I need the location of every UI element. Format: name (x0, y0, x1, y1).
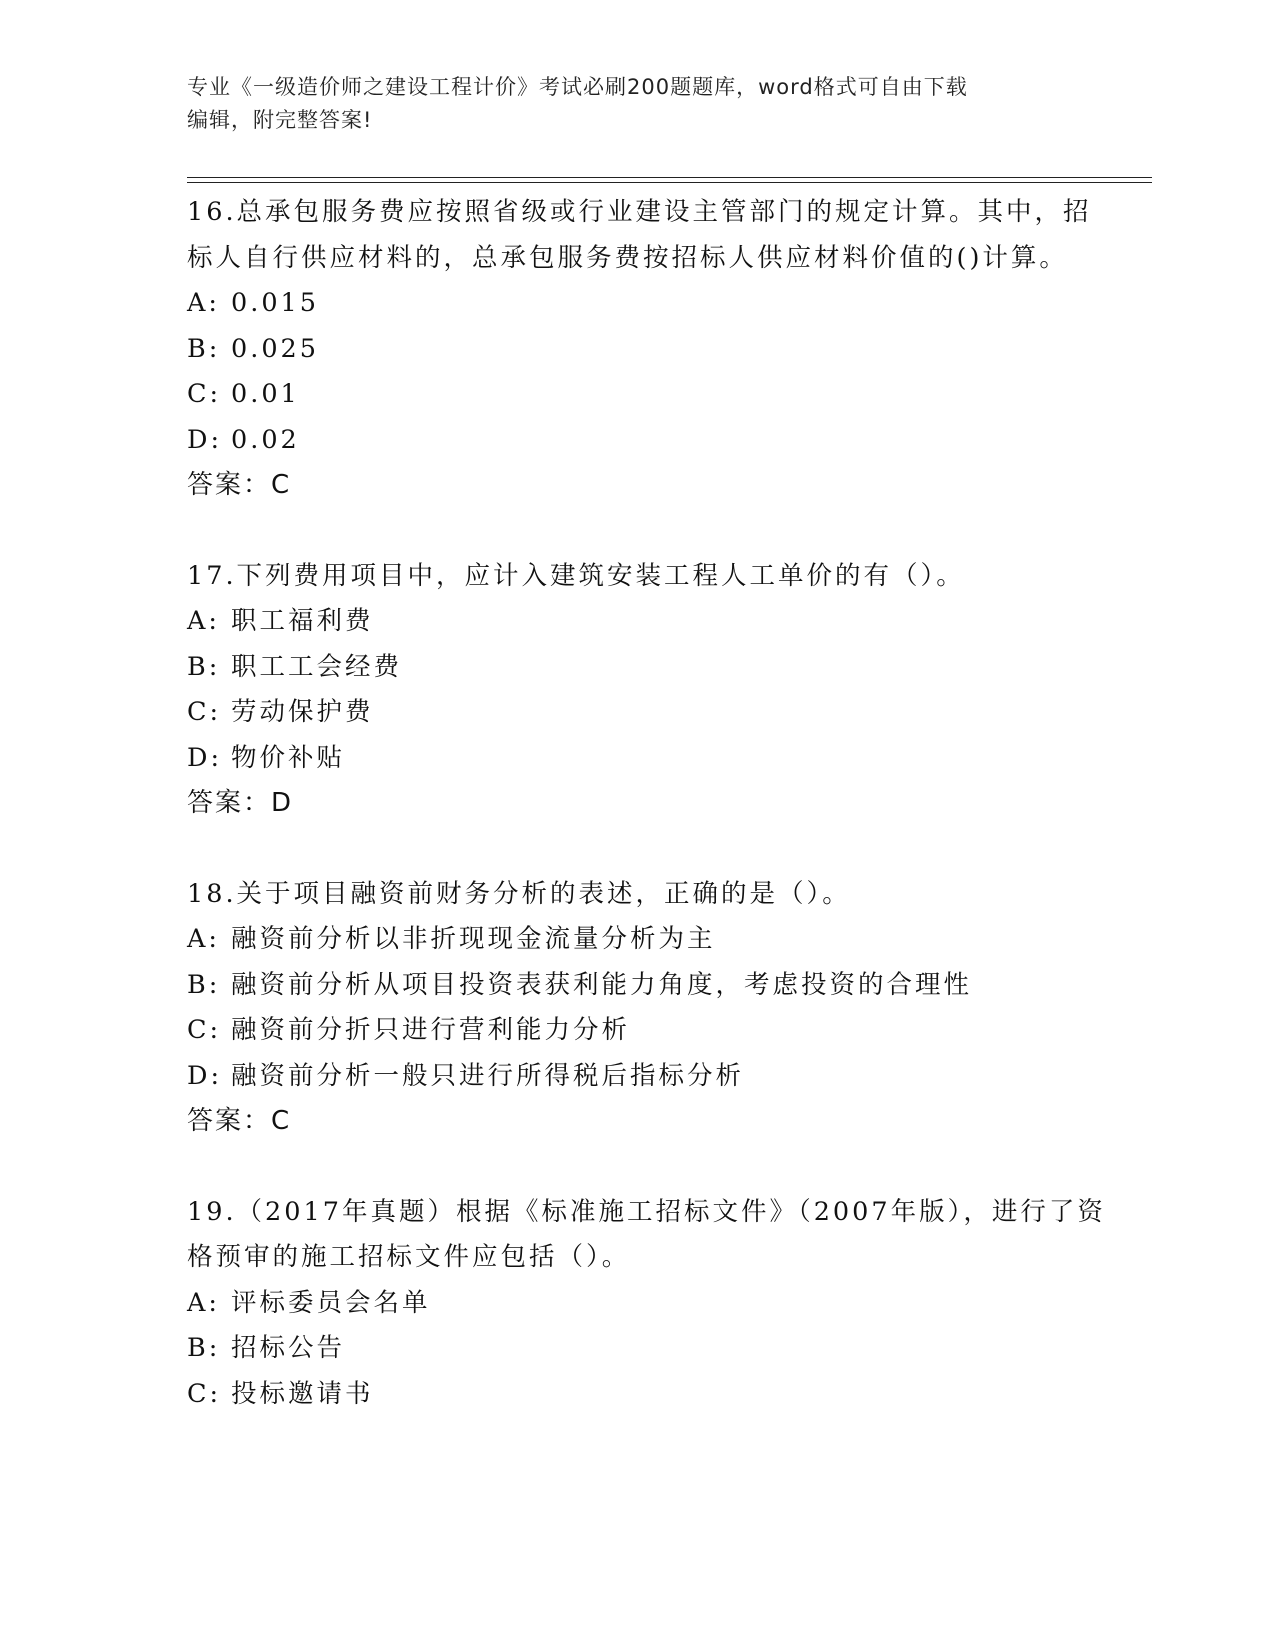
question-17 (187, 554, 1107, 827)
option-c (187, 690, 1107, 736)
question-text: 16.总承包服务费应按照省级或行业建设主管部门的规定计算。其中，招标人自行供应材料的，总承包服务费按招标人供应材料价值的()计算。 (187, 197, 1092, 273)
header-divider-bottom (187, 182, 1152, 183)
option-letter: A: (187, 924, 221, 954)
question-16 (187, 190, 1107, 509)
option-b (187, 327, 1107, 373)
option-letter: B: (187, 1333, 221, 1363)
option-letter: A: (187, 288, 221, 318)
option-c (187, 1372, 1107, 1418)
question-19 (187, 1190, 1107, 1418)
option-a (187, 599, 1107, 645)
option-letter: C: (187, 1015, 222, 1045)
option-c (187, 372, 1107, 418)
option-text: 投标邀请书 (231, 1378, 374, 1409)
option-text: 融资前分析以非折现现金流量分析为主 (231, 924, 716, 954)
option-text: 劳动保护费 (231, 697, 374, 727)
option-text: 0.02 (231, 424, 300, 455)
answer-line: 答案：C (187, 1106, 292, 1136)
header-line-2: 编辑，附完整答案! (187, 108, 373, 132)
option-letter: B: (187, 969, 221, 1000)
option-b (187, 963, 1107, 1009)
question-text: 19.（2017年真题）根据《标准施工招标文件》（2007年版），进行了资格预审的施工招标文件应包括（）。 (187, 1196, 1106, 1272)
option-text: 0.01 (231, 379, 300, 409)
option-text: 职工福利费 (231, 606, 374, 636)
option-text: 融资前分折只进行营利能力分析 (231, 1015, 631, 1045)
question-18 (187, 872, 1107, 1145)
option-a (187, 917, 1107, 963)
option-d (187, 418, 1107, 464)
document-header (187, 71, 1087, 137)
option-text: 招标公告 (231, 1333, 346, 1363)
header-line-1: 专业《一级造价师之建设工程计价》考试必刷200题题库，word格式可自由下载 (187, 75, 968, 99)
option-a (187, 281, 1107, 327)
answer-line: 答案：C (187, 470, 292, 500)
option-text: 评标委员会名单 (231, 1287, 431, 1318)
option-letter: A: (187, 1287, 221, 1318)
option-letter: C: (187, 1378, 222, 1409)
option-letter: D: (187, 1060, 223, 1091)
option-letter: C: (187, 379, 222, 409)
option-letter: D: (187, 424, 223, 455)
option-text: 0.025 (231, 333, 320, 364)
option-b (187, 1326, 1107, 1372)
option-text: 融资前分析从项目投资表获利能力角度，考虑投资的合理性 (231, 969, 973, 1000)
answer-line: 答案：D (187, 788, 294, 818)
question-list (187, 190, 1107, 1462)
option-text: 物价补贴 (231, 742, 346, 773)
option-text: 融资前分析一般只进行所得税后指标分析 (231, 1060, 745, 1091)
option-letter: A: (187, 606, 221, 636)
option-a (187, 1281, 1107, 1327)
option-text: 职工工会经费 (231, 651, 403, 682)
option-d (187, 736, 1107, 782)
option-text: 0.015 (231, 288, 320, 318)
option-letter: D: (187, 742, 223, 773)
option-c (187, 1008, 1107, 1054)
option-letter: C: (187, 697, 222, 727)
option-letter: B: (187, 333, 221, 364)
option-b (187, 645, 1107, 691)
option-letter: B: (187, 651, 221, 682)
question-text: 18.关于项目融资前财务分析的表述，正确的是（）。 (187, 878, 851, 909)
option-d (187, 1054, 1107, 1100)
header-divider-top (187, 177, 1152, 178)
question-text: 17.下列费用项目中，应计入建筑安装工程人工单价的有（）。 (187, 560, 965, 591)
